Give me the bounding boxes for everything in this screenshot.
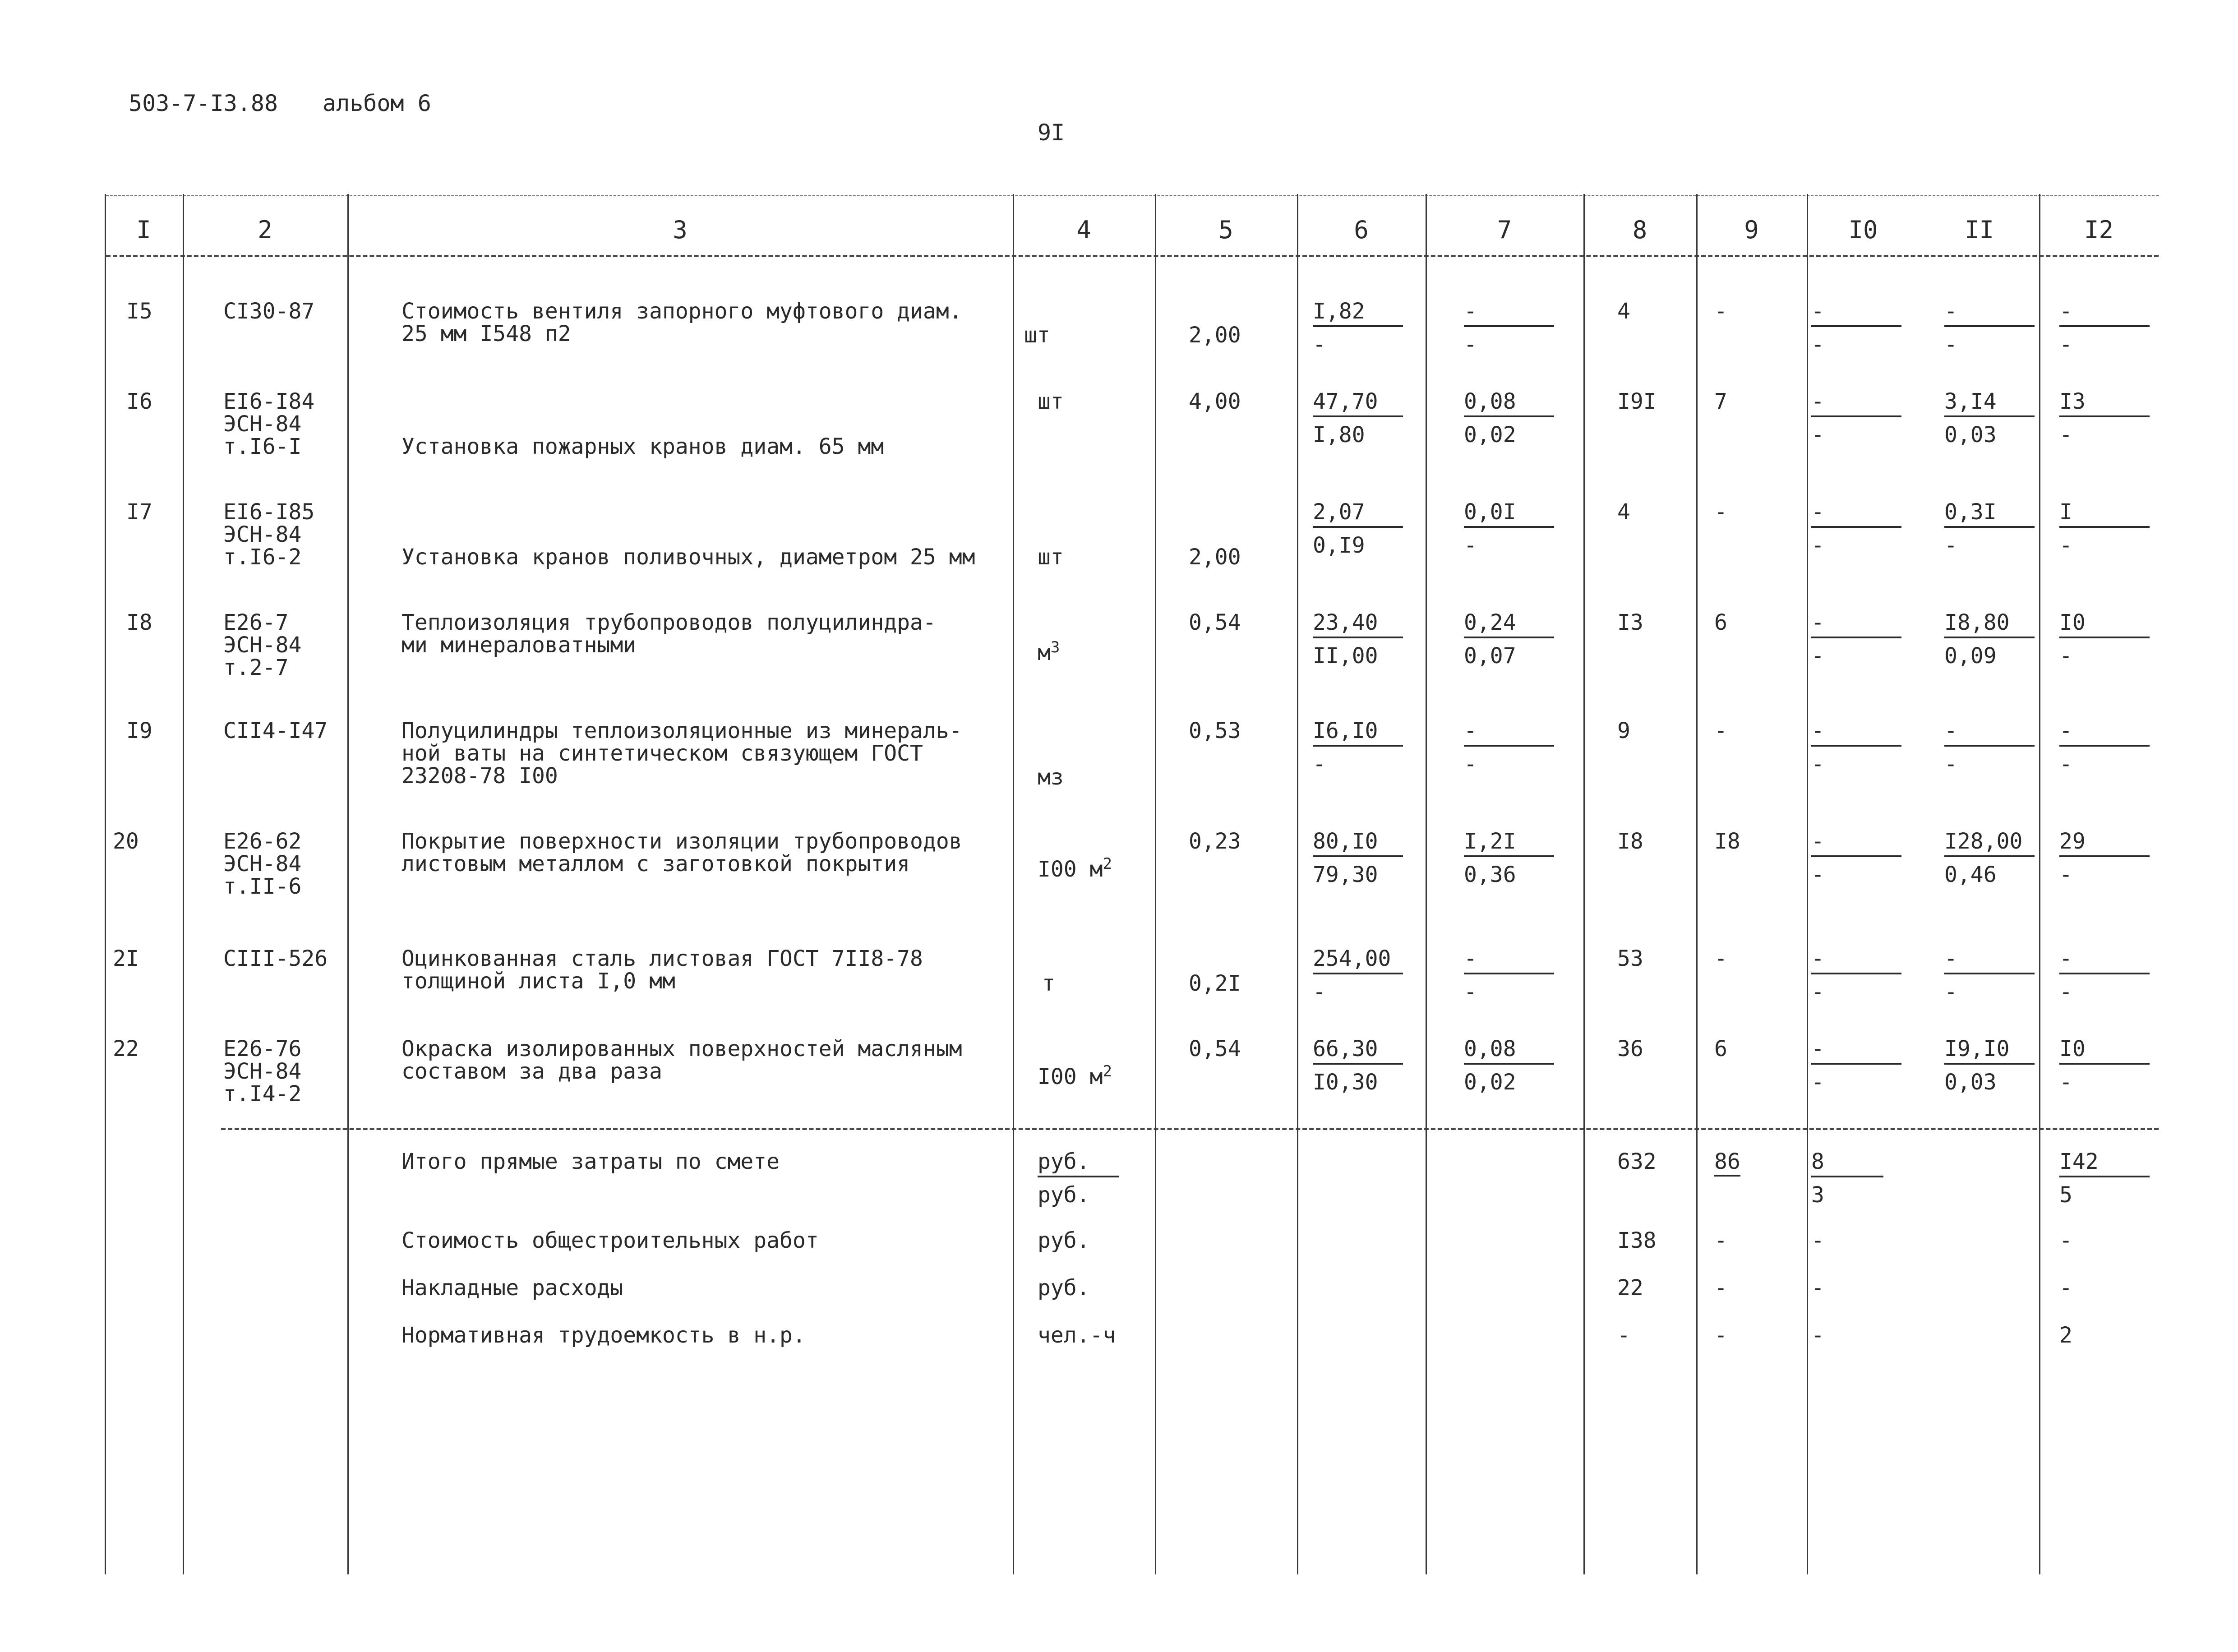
- col10-value: -: [1811, 1275, 1824, 1301]
- header-separator: [106, 255, 2159, 257]
- col12-value: - -: [2059, 947, 2150, 1003]
- row-number: I5: [126, 299, 152, 324]
- col10-value: - -: [1811, 830, 1901, 886]
- column-header: 8: [1632, 216, 1647, 244]
- col9-value: -: [1714, 946, 1727, 971]
- unit: шт: [1038, 389, 1064, 414]
- total-cost: 4: [1617, 499, 1630, 525]
- col-border: [1696, 194, 1698, 1574]
- col10-value: - -: [1811, 611, 1901, 667]
- work-name: Теплоизоляция трубопроводов полуцилиндра- ми минераловатными: [401, 610, 936, 658]
- col9-value: 7: [1714, 389, 1727, 414]
- col11-value: $\frac{I28,00}{0,46}$: [1944, 830, 2035, 886]
- col-border: [1807, 194, 1808, 1574]
- labor-cost: - -: [1464, 947, 1554, 1003]
- quantity: 2,00: [1189, 323, 1241, 348]
- column-header: II: [1964, 216, 1994, 244]
- col9-value: -: [1714, 499, 1727, 525]
- column-header: I0: [1848, 216, 1878, 244]
- column-header: 6: [1354, 216, 1369, 244]
- unit-cost: I,82 -: [1313, 300, 1403, 356]
- col-border: [1583, 194, 1585, 1574]
- col9-value: I8: [1714, 829, 1740, 854]
- row-number: 2I: [113, 946, 139, 971]
- column-header: 3: [673, 216, 688, 244]
- unit: I00 $м^2$: [1038, 1062, 1112, 1089]
- col12-value: $\frac{I42}{5}$: [2059, 1150, 2150, 1206]
- labor-cost: $\frac{I,2I}{0,36}$: [1464, 830, 1554, 886]
- col9-value: -: [1714, 718, 1727, 743]
- col10-value: - -: [1811, 300, 1901, 356]
- unit: мз: [1038, 765, 1064, 790]
- col10-value: - -: [1811, 390, 1901, 446]
- unit: шт: [1024, 323, 1050, 348]
- unit: шт: [1038, 545, 1064, 570]
- col-border: [1297, 194, 1298, 1574]
- col10-value: -: [1811, 1228, 1824, 1253]
- col12-value: I -: [2059, 501, 2150, 557]
- column-header: 5: [1218, 216, 1233, 244]
- album-label: альбом 6: [323, 90, 431, 116]
- total-cost: I3: [1617, 610, 1643, 635]
- quantity: 0,54: [1189, 610, 1241, 635]
- price-code: CIII-526: [223, 946, 328, 971]
- col12-value: 29 -: [2059, 830, 2150, 886]
- unit-cost: $\frac{80,I0}{79,30}$: [1313, 830, 1403, 886]
- total-cost: -: [1617, 1323, 1630, 1348]
- totals-separator: [221, 1128, 2159, 1130]
- unit-cost: 254,00 -: [1313, 947, 1403, 1003]
- price-code: EI6-I85 ЭСН-84 т.I6-2: [223, 499, 315, 570]
- col11-value: - -: [1944, 720, 2035, 775]
- price-code: CII4-I47: [223, 718, 328, 743]
- col12-value: -: [2059, 1228, 2072, 1253]
- unit-cost: $\frac{2,07}{0,I9}$: [1313, 501, 1403, 557]
- column-header: I: [136, 216, 151, 244]
- table-top-border: [106, 195, 2159, 196]
- totals-unit: чел.-ч: [1038, 1323, 1116, 1348]
- unit: т: [1042, 971, 1055, 996]
- totals-label: Стоимость общестроительных работ: [401, 1228, 819, 1253]
- total-cost: I9I: [1617, 389, 1657, 414]
- unit-cost: $\frac{66,30}{I0,30}$: [1313, 1038, 1403, 1094]
- col11-value: $\frac{I9,I0}{0,03}$: [1944, 1038, 2035, 1094]
- work-name: Покрытие поверхности изоляции трубопроводов листовым металлом с заготовкой покрытия: [401, 829, 962, 877]
- col11-value: $\frac{I8,80}{0,09}$: [1944, 611, 2035, 667]
- col12-value: - -: [2059, 300, 2150, 356]
- total-cost: 632: [1617, 1149, 1657, 1174]
- unit-cost: $\frac{23,40}{II,00}$: [1313, 611, 1403, 667]
- totals-label: Итого прямые затраты по смете: [401, 1149, 780, 1174]
- total-cost: 36: [1617, 1036, 1643, 1061]
- col-border: [347, 194, 349, 1574]
- col11-value: - -: [1944, 947, 2035, 1003]
- row-number: I9: [126, 718, 152, 743]
- quantity: 4,00: [1189, 389, 1241, 414]
- work-name: Установка кранов поливочных, диаметром 25 мм: [401, 545, 975, 570]
- quantity: 0,54: [1189, 1036, 1241, 1061]
- col10-value: - -: [1811, 720, 1901, 775]
- column-header: 7: [1497, 216, 1512, 244]
- col10-value: -: [1811, 1323, 1824, 1348]
- total-cost: 22: [1617, 1275, 1643, 1301]
- col-border: [105, 194, 106, 1574]
- column-header: 4: [1076, 216, 1091, 244]
- labor-cost: - -: [1464, 300, 1554, 356]
- row-number: 20: [113, 829, 139, 854]
- col9-value: -: [1714, 1228, 1727, 1253]
- col12-value: I3 -: [2059, 390, 2150, 446]
- total-cost: I8: [1617, 829, 1643, 854]
- totals-unit: руб. руб.: [1038, 1150, 1119, 1206]
- column-header: 9: [1744, 216, 1759, 244]
- labor-cost: - -: [1464, 720, 1554, 775]
- col12-value: I0 -: [2059, 1038, 2150, 1094]
- labor-cost: 0,0I -: [1464, 501, 1554, 557]
- total-cost: I38: [1617, 1228, 1657, 1253]
- col-border: [1155, 194, 1156, 1574]
- totals-unit: руб.: [1038, 1228, 1090, 1253]
- col11-value: - -: [1944, 300, 2035, 356]
- total-cost: 4: [1617, 299, 1630, 324]
- page-number: 9I: [1038, 120, 1065, 146]
- unit: $м^3$: [1038, 638, 1060, 665]
- col9-value: -: [1714, 1323, 1727, 1348]
- column-header: I2: [2084, 216, 2114, 244]
- price-code: EI6-I84 ЭСН-84 т.I6-I: [223, 389, 315, 459]
- row-number: I7: [126, 499, 152, 525]
- price-code: E26-7 ЭСН-84 т.2-7: [223, 610, 302, 680]
- col10-value: - -: [1811, 501, 1901, 557]
- col-border: [183, 194, 184, 1574]
- totals-label: Нормативная трудоемкость в н.р.: [401, 1323, 806, 1348]
- total-cost: 53: [1617, 946, 1643, 971]
- document-number: 503-7-I3.88: [129, 90, 278, 116]
- row-number: I8: [126, 610, 152, 635]
- col10-value: - -: [1811, 1038, 1901, 1094]
- col12-value: I0 -: [2059, 611, 2150, 667]
- col9-value: 86: [1714, 1150, 1740, 1177]
- col12-value: - -: [2059, 720, 2150, 775]
- col12-value: 2: [2059, 1323, 2072, 1348]
- price-code: CI30-87: [223, 299, 315, 324]
- totals-label: Накладные расходы: [401, 1275, 623, 1301]
- price-code: E26-76 ЭСН-84 т.I4-2: [223, 1036, 302, 1107]
- work-name: Стоимость вентиля запорного муфтового диам. 25 мм I548 п2: [401, 299, 962, 346]
- labor-cost: $\frac{0,08}{0,02}$: [1464, 390, 1554, 446]
- unit: I00 $м^2$: [1038, 855, 1112, 882]
- work-name: Оцинкованная сталь листовая ГОСТ 7II8-78 толщиной листа I,0 мм: [401, 946, 923, 994]
- quantity: 0,2I: [1189, 971, 1241, 996]
- total-cost: 9: [1617, 718, 1630, 743]
- work-name: Полуцилиндры теплоизоляционные из минераль- ной ваты на синтетическом связующем ГОСТ 23208-78 I00: [401, 718, 962, 789]
- col11-value: 0,3I -: [1944, 501, 2035, 557]
- labor-cost: $\frac{0,08}{0,02}$: [1464, 1038, 1554, 1094]
- col12-value: -: [2059, 1275, 2072, 1301]
- col9-value: 6: [1714, 1036, 1727, 1061]
- col9-value: 6: [1714, 610, 1727, 635]
- col9-value: -: [1714, 299, 1727, 324]
- col-border: [1013, 194, 1014, 1574]
- row-number: I6: [126, 389, 152, 414]
- col10-value: $\frac{8}{3}$: [1811, 1150, 1883, 1206]
- col11-value: $\frac{3,I4}{0,03}$: [1944, 390, 2035, 446]
- col-border: [1426, 194, 1427, 1574]
- quantity: 2,00: [1189, 545, 1241, 570]
- row-number: 22: [113, 1036, 139, 1061]
- quantity: 0,53: [1189, 718, 1241, 743]
- work-name: Установка пожарных кранов диам. 65 мм: [401, 434, 884, 459]
- unit-cost: $\frac{47,70}{I,80}$: [1313, 390, 1403, 446]
- totals-unit: руб.: [1038, 1275, 1090, 1301]
- price-code: E26-62 ЭСН-84 т.II-6: [223, 829, 302, 899]
- col9-value: -: [1714, 1275, 1727, 1301]
- unit-cost: I6,I0 -: [1313, 720, 1403, 775]
- quantity: 0,23: [1189, 829, 1241, 854]
- column-header: 2: [258, 216, 272, 244]
- col-border: [2039, 194, 2040, 1574]
- col10-value: - -: [1811, 947, 1901, 1003]
- labor-cost: $\frac{0,24}{0,07}$: [1464, 611, 1554, 667]
- work-name: Окраска изолированных поверхностей масляным составом за два раза: [401, 1036, 962, 1084]
